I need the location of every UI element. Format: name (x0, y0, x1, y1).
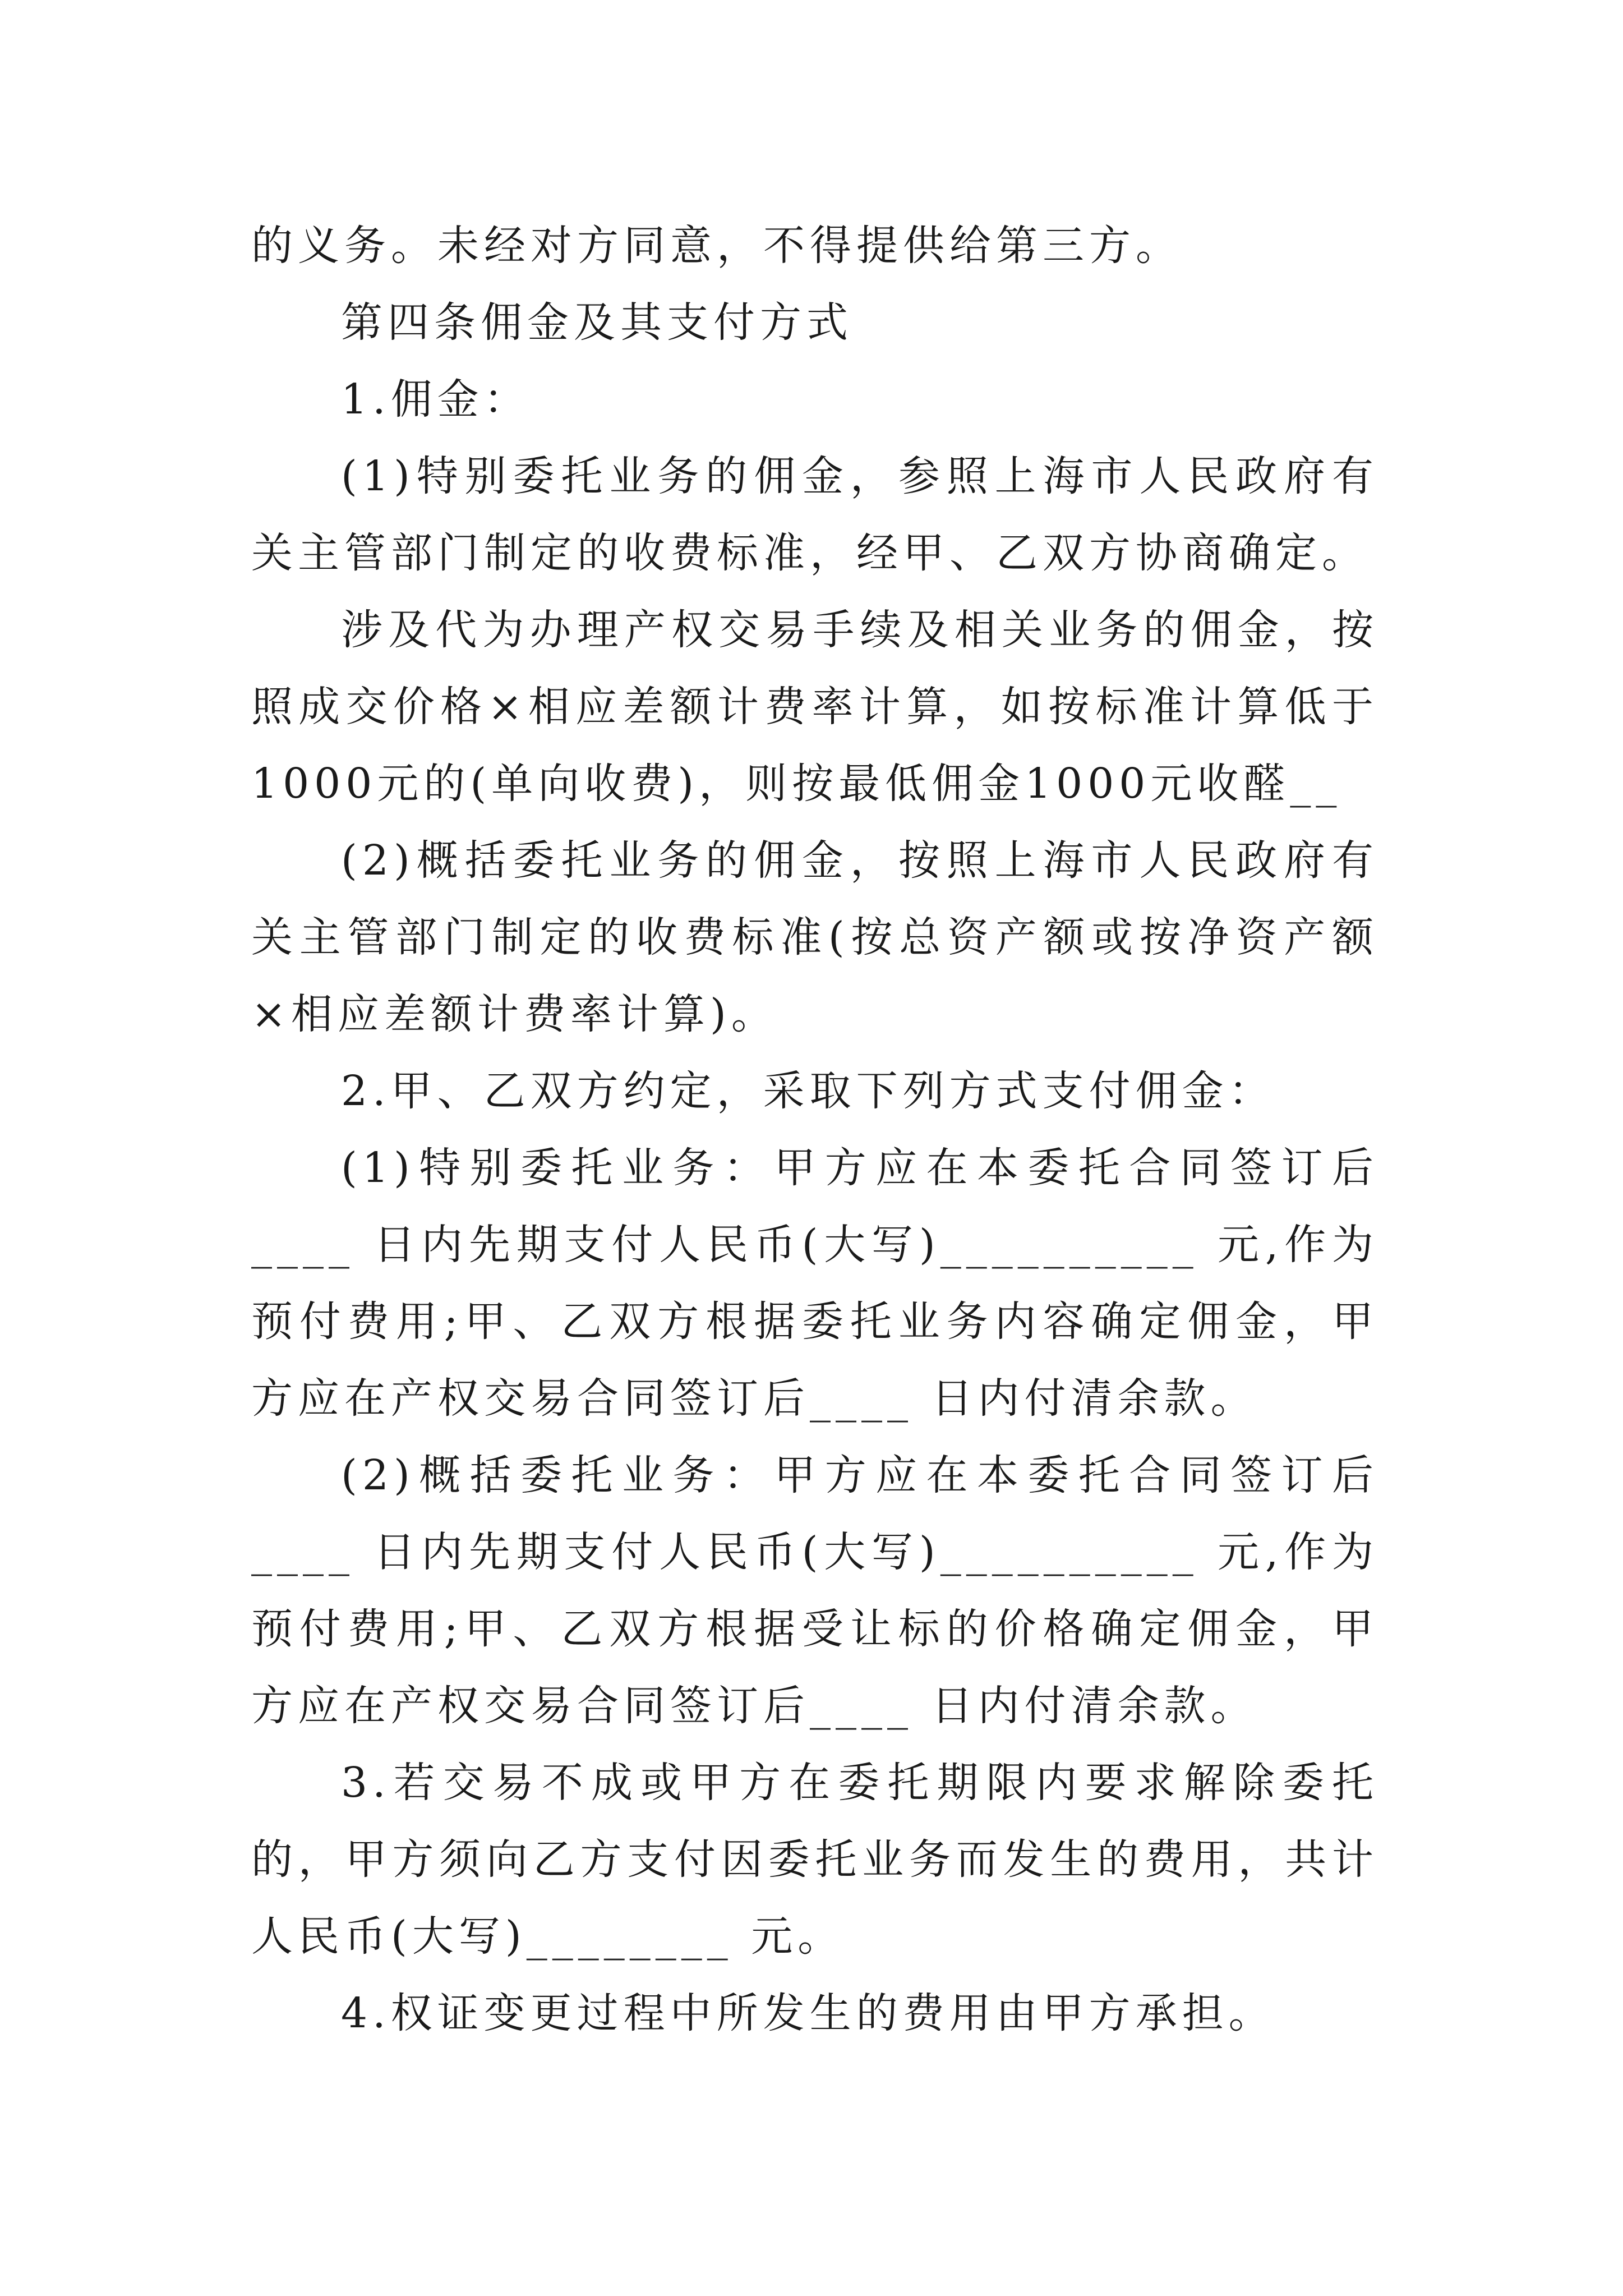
paragraph-special-payment: (1)特别委托业务：甲方应在本委托合同签订后____ 日内先期支付人民币(大写)__________ 元,作为预付费用;甲、乙双方根据委托业务内容确定佣金，甲方应在产权交易合同签订后____ 日内付清余款。 (251, 1144, 1378, 1423)
article-heading: 第四条佣金及其支付方式 (341, 298, 853, 347)
document-body (251, 208, 1378, 2052)
section-commission: 1.佣金： (341, 375, 531, 424)
paragraph-general-payment: (2)概括委托业务：甲方应在本委托合同签订后____ 日内先期支付人民币(大写)__________ 元,作为预付费用;甲、乙双方根据受让标的价格确定佣金，甲方应在产权交易合同签订后____ 日内付清余款。 (251, 1451, 1378, 1730)
paragraph-continuation: 的义务。未经对方同意，不得提供给第三方。 (251, 222, 1182, 270)
section-payment-method: 2.甲、乙双方约定，采取下列方式支付佣金： (341, 1067, 1275, 1115)
paragraph-termination-fee: 3.若交易不成或甲方在委托期限内要求解除委托的，甲方须向乙方支付因委托业务而发生的费用，共计人民币(大写)________ 元。 (251, 1759, 1378, 1961)
paragraph-title-change-fee: 4.权证变更过程中所发生的费用由甲方承担。 (341, 1989, 1275, 2037)
paragraph-general-commission: (2)概括委托业务的佣金，按照上海市人民政府有关主管部门制定的收费标准(按总资产额或按净资产额×相应差额计费率计算)。 (251, 836, 1378, 1038)
paragraph-special-commission: (1)特别委托业务的佣金，参照上海市人民政府有关主管部门制定的收费标准，经甲、乙双方协商确定。 (251, 452, 1378, 577)
paragraph-transaction-commission: 涉及代为办理产权交易手续及相关业务的佣金，按照成交价格×相应差额计费率计算，如按标准计算低于1000元的(单向收费)，则按最低佣金1000元收醛__ (251, 606, 1378, 808)
